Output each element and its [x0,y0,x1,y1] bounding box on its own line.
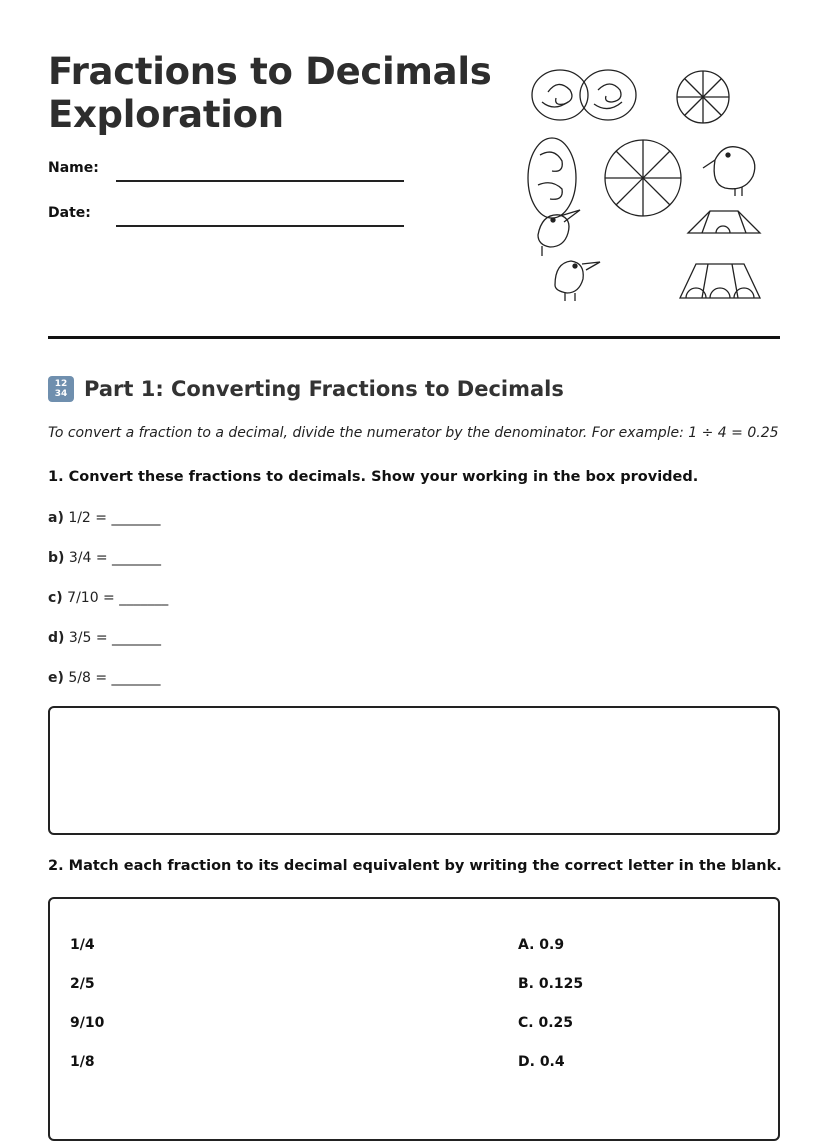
match-fraction: 9/10 [70,1015,105,1031]
numbers-icon-digit: 1 [54,379,61,389]
item-letter: b) [48,550,65,566]
item-letter: c) [48,590,63,606]
item-letter: e) [48,670,64,686]
list-item [48,590,168,606]
part1-heading [48,376,564,402]
fraction-pie-icon [605,140,681,216]
koru-circle-icon [677,71,729,123]
list-item [48,510,160,526]
match-decimal: D. 0.4 [518,1054,565,1070]
match-fraction: 1/4 [70,937,95,953]
matching-box [48,897,780,1141]
numbers-icon [48,376,74,402]
part1-heading-text: Part 1: Converting Fractions to Decimals [84,377,564,401]
numbers-icon-digit: 2 [61,379,68,389]
koru-spiral-icon [532,70,636,120]
title-line-1: Fractions to Decimals [48,50,492,93]
item-text: 7/10 = _______ [67,590,169,606]
date-label: Date: [48,205,91,221]
match-decimal: B. 0.125 [518,976,584,992]
name-line[interactable] [116,180,404,182]
wharenui-icon [680,264,760,298]
title-line-2: Exploration [48,93,284,136]
question-1: 1. Convert these fractions to decimals. Show your working in the box provided. [48,469,699,485]
list-item [48,550,161,566]
numbers-icon-digit: 4 [61,389,68,399]
match-decimal: A. 0.9 [518,937,565,953]
numbers-icon-row-2 [55,389,68,399]
meeting-house-icon [688,211,760,233]
item-text: 3/4 = _______ [68,550,162,566]
item-letter: d) [48,630,65,646]
match-decimal: C. 0.25 [518,1015,574,1031]
numbers-icon-row-1 [55,379,68,389]
item-text: 5/8 = _______ [68,670,161,686]
list-item [48,670,161,686]
decorative-illustration [520,60,770,305]
koru-spiral-icon-2 [528,138,576,218]
match-fraction: 1/8 [70,1054,95,1070]
date-line[interactable] [116,225,404,227]
page-title [48,50,491,136]
item-text: 3/5 = _______ [68,630,162,646]
kiwi-bird-icon [703,147,755,196]
working-box[interactable] [48,706,780,835]
bird-small-icon [555,261,600,301]
match-fraction: 2/5 [70,976,95,992]
section-divider [48,336,780,339]
item-letter: a) [48,510,64,526]
name-label: Name: [48,160,99,176]
item-text: 1/2 = _______ [68,510,161,526]
instructions-text: To convert a fraction to a decimal, divide the numerator by the denominator. For example: 1 ÷ 4 = 0.25 [48,425,779,441]
numbers-icon-digit: 3 [54,389,61,399]
list-item [48,630,161,646]
question-2: 2. Match each fraction to its decimal equivalent by writing the correct letter in the blank. [48,858,782,874]
